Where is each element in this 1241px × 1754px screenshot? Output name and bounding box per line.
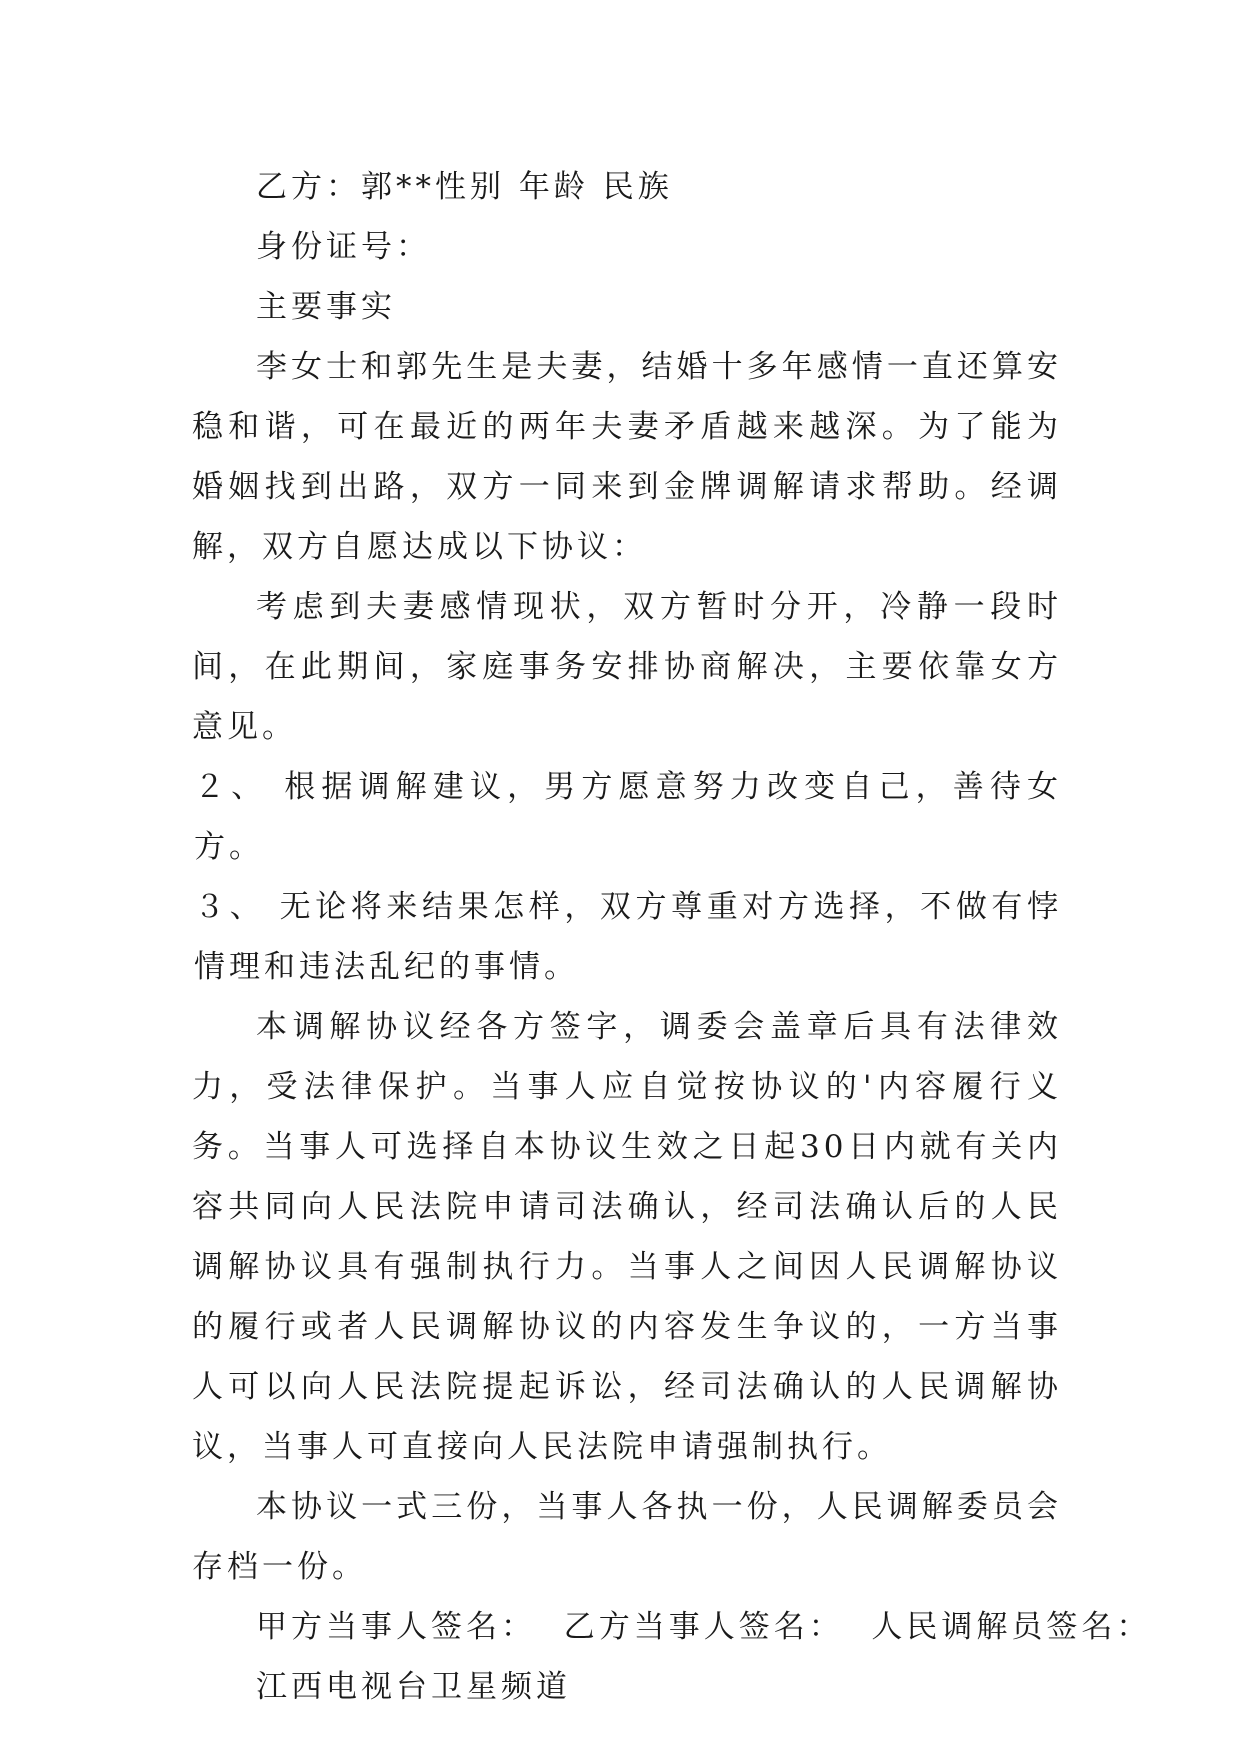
legal-effect-paragraph: 本调解协议经各方签字，调委会盖章后具有法律效力，受法律保护。当事人应自觉按协议的'内容履行义务。当事人可选择自本协议生效之日起30日内就有关内容共同向人民法院申请司法确认，经司法确认后的人民调解协议具有强制执行力。当事人之间因人民调解协议的履行或者人民调解协议的内容发生争议的，一方当事人可以向人民法院提起诉讼，经司法确认的人民调解协议，当事人可直接向人民法院申请强制执行。 [192, 1009, 1062, 1465]
document-body [192, 157, 1152, 1717]
id-number-line: 身份证号： [256, 229, 431, 265]
signatures-line: 甲方当事人签名： 乙方当事人签名： 人民调解员签名： [256, 1609, 1152, 1645]
agreement-item-3: ３、 无论将来结果怎样，双方尊重对方选择，不做有悖情理和违法乱纪的事情。 [194, 889, 1062, 985]
source-line: 江西电视台卫星频道 [256, 1669, 571, 1705]
facts-heading: 主要事实 [256, 289, 396, 325]
agreement-item-1: 考虑到夫妻感情现状，双方暂时分开，冷静一段时间，在此期间，家庭事务安排协商解决，主要依靠女方意见。 [192, 589, 1062, 745]
party-b-line: 乙方：郭**性别 年龄 民族 [256, 169, 673, 205]
copies-paragraph: 本协议一式三份，当事人各执一份，人民调解委员会存档一份。 [192, 1489, 1062, 1585]
agreement-item-2: ２、 根据调解建议，男方愿意努力改变自己，善待女方。 [194, 769, 1062, 865]
facts-paragraph: 李女士和郭先生是夫妻，结婚十多年感情一直还算安稳和谐，可在最近的两年夫妻矛盾越来越深。为了能为婚姻找到出路，双方一同来到金牌调解请求帮助。经调解，双方自愿达成以下协议： [192, 349, 1062, 565]
